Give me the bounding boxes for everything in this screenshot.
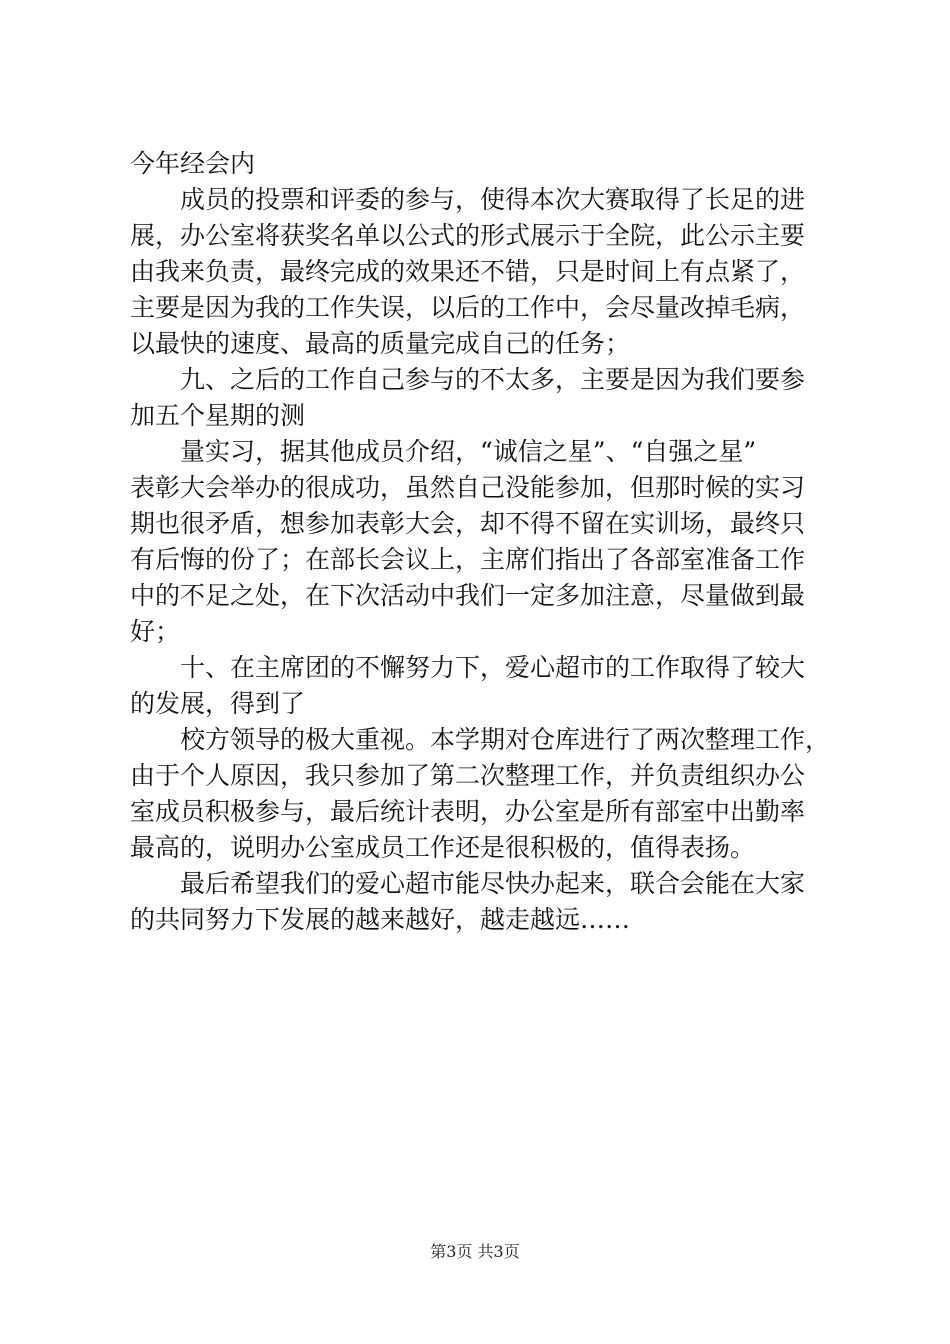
text-line: 室成员积极参与，最后统计表明，办公室是所有部室中出勤率	[130, 797, 806, 826]
text-line: 表彰大会举办的很成功，虽然自己没能参加，但那时候的实习	[130, 473, 806, 502]
text-line: 十、在主席团的不懈努力下，爱心超市的工作取得了较大	[130, 653, 806, 682]
text-line: 主要是因为我的工作失误，以后的工作中，会尽量改掉毛病，	[130, 293, 806, 322]
text-line: 成员的投票和评委的参与，使得本次大赛取得了长足的进	[130, 185, 806, 214]
text-line: 的发展，得到了	[130, 689, 306, 718]
text-line: 由于个人原因，我只参加了第二次整理工作，并负责组织办公	[130, 761, 806, 790]
text-line: 好；	[130, 617, 181, 646]
text-line: 最高的，说明办公室成员工作还是很积极的，值得表扬。	[130, 833, 756, 862]
text-line: 有后悔的份了；在部长会议上，主席们指出了各部室准备工作	[130, 545, 806, 574]
text-line: 以最快的速度、最高的质量完成自己的任务；	[130, 329, 631, 358]
page-number-footer: 第3页 共3页	[430, 1242, 520, 1261]
text-line: 今年经会内	[130, 149, 256, 178]
text-line: 加五个星期的测	[130, 401, 306, 430]
text-line: 期也很矛盾，想参加表彰大会，却不得不留在实训场，最终只	[130, 509, 806, 538]
text-line: 展，办公室将获奖名单以公式的形式展示于全院，此公示主要	[130, 221, 806, 250]
text-line: 量实习，据其他成员介绍，“诚信之星”、“自强之星”	[130, 437, 757, 466]
text-line: 中的不足之处，在下次活动中我们一定多加注意，尽量做到最	[130, 581, 806, 610]
text-line: 由我来负责，最终完成的效果还不错，只是时间上有点紧了，	[130, 257, 806, 286]
text-line: 校方领导的极大重视。本学期对仓库进行了两次整理工作，	[130, 725, 831, 754]
text-line: 九、之后的工作自己参与的不太多，主要是因为我们要参	[130, 365, 806, 394]
text-line: 最后希望我们的爱心超市能尽快办起来，联合会能在大家	[130, 869, 806, 898]
text-line: 的共同努力下发展的越来越好，越走越远……	[130, 905, 631, 934]
body-text	[130, 146, 840, 938]
